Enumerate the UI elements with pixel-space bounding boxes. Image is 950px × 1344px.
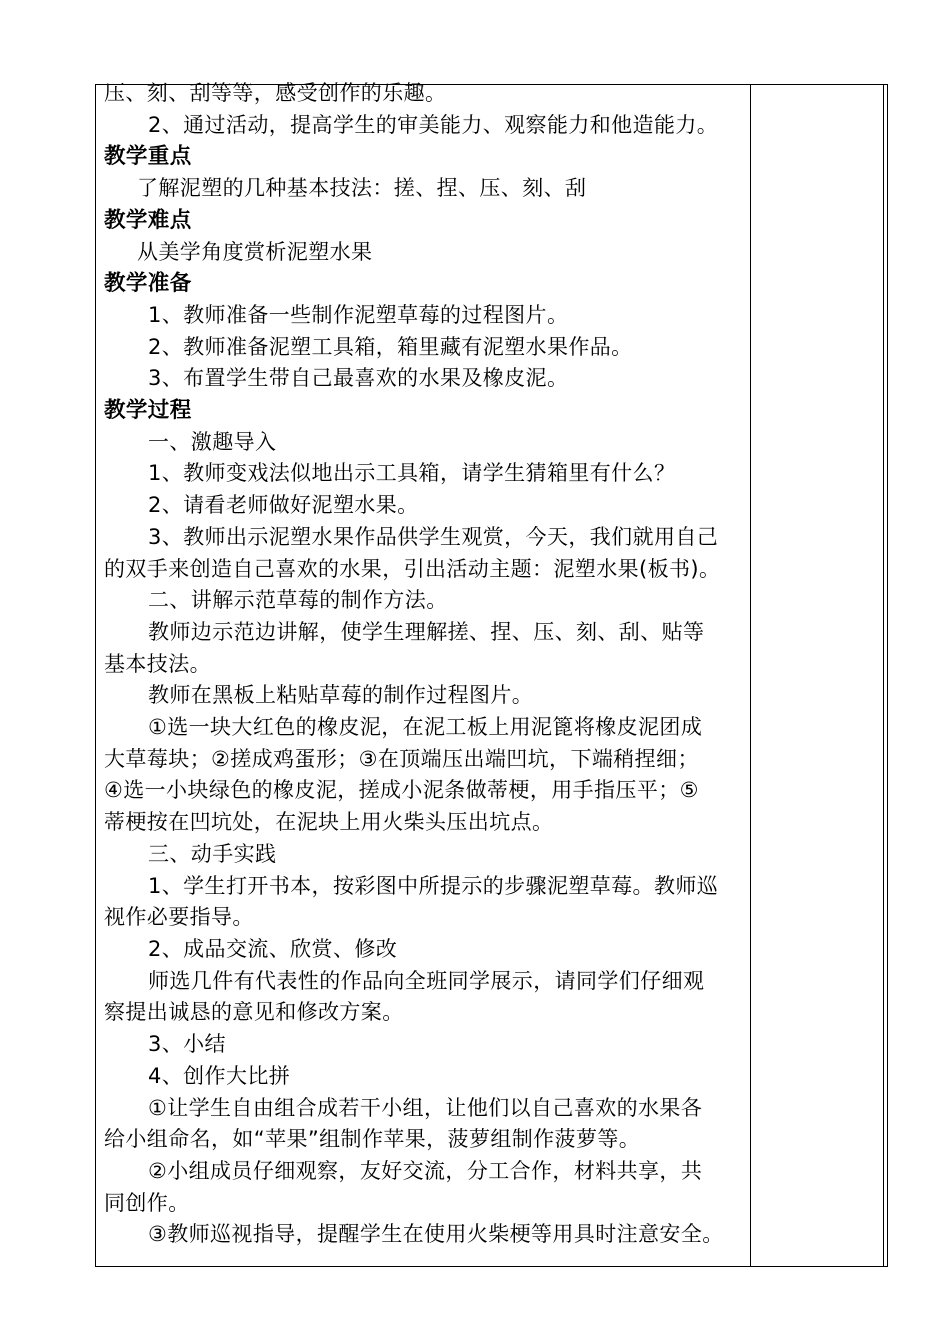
- body-text-line: 视作必要指导。: [104, 905, 254, 930]
- section-heading: 教学难点: [104, 207, 192, 233]
- table-right-border-inner: [883, 84, 884, 1267]
- table-left-border: [95, 84, 96, 1267]
- body-text-line: ④选一小块绿色的橡皮泥，搓成小泥条做蒂梗，用手指压平；⑤: [104, 778, 699, 803]
- body-text-line: 教师边示范边讲解，使学生理解搓、捏、压、刻、刮、贴等: [148, 619, 705, 644]
- body-text-line: ②小组成员仔细观察，友好交流，分工合作，材料共享，共: [148, 1158, 703, 1183]
- body-text-line: 的双手来创造自己喜欢的水果，引出活动主题：泥塑水果(板书)。: [104, 556, 721, 581]
- body-text-line: 1、学生打开书本，按彩图中所提示的步骤泥塑草莓。教师巡: [148, 873, 719, 898]
- body-text-line: 2、请看老师做好泥塑水果。: [148, 493, 419, 518]
- body-text-line: 3、小结: [148, 1032, 226, 1057]
- section-heading: 教学重点: [104, 144, 192, 170]
- body-text-line: 三、动手实践: [148, 841, 277, 866]
- body-text-line: 蒂梗按在凹坑处，在泥块上用火柴头压出坑点。: [104, 810, 554, 835]
- body-text-line: 基本技法。: [104, 651, 211, 676]
- body-text-line: 二、讲解示范草莓的制作方法。: [148, 588, 448, 613]
- body-text-line: 3、布置学生带自己最喜欢的水果及橡皮泥。: [148, 366, 569, 391]
- body-text-line: 从美学角度赏析泥塑水果: [137, 239, 373, 264]
- body-text-line: 2、教师准备泥塑工具箱，箱里藏有泥塑水果作品。: [148, 334, 633, 359]
- body-text-line: 同创作。: [104, 1190, 190, 1215]
- body-text-line: 4、创作大比拼: [148, 1063, 291, 1088]
- body-text-line: 给小组命名，如“苹果”组制作苹果，菠萝组制作菠萝等。: [104, 1127, 641, 1152]
- body-text-line: 教师在黑板上粘贴草莓的制作过程图片。: [148, 683, 534, 708]
- table-bottom-border: [95, 1266, 887, 1267]
- body-text-line: 大草莓块；②搓成鸡蛋形；③在顶端压出端凹坑，下端稍捏细；: [104, 746, 699, 771]
- body-text-line: ①让学生自由组合成若干小组，让他们以自己喜欢的水果各: [148, 1095, 703, 1120]
- body-text-line: 2、通过活动，提高学生的审美能力、观察能力和他造能力。: [148, 112, 719, 137]
- body-text-line: 1、教师变戏法似地出示工具箱，请学生猜箱里有什么？: [148, 461, 676, 486]
- body-text-line: 3、教师出示泥塑水果作品供学生观赏，今天，我们就用自己: [148, 524, 719, 549]
- body-text-line: 一、激趣导入: [148, 429, 277, 454]
- table-column-divider: [750, 84, 751, 1267]
- body-text-line: 察提出诚恳的意见和修改方案。: [104, 1000, 404, 1025]
- table-right-border-outer: [887, 84, 888, 1267]
- body-text-line: 了解泥塑的几种基本技法：搓、捏、压、刻、刮: [137, 176, 587, 201]
- section-heading: 教学过程: [104, 398, 192, 424]
- body-text-line: 1、教师准备一些制作泥塑草莓的过程图片。: [148, 302, 569, 327]
- body-text-line: 师选几件有代表性的作品向全班同学展示，请同学们仔细观: [148, 968, 705, 993]
- body-text-line: ①选一块大红色的橡皮泥，在泥工板上用泥篦将橡皮泥团成: [148, 715, 703, 740]
- body-text-line: ③教师巡视指导，提醒学生在使用火柴梗等用具时注意安全。: [148, 1222, 724, 1247]
- lesson-plan-text: [104, 78, 746, 1251]
- body-text-line: 压、刻、刮等等，感受创作的乐趣。: [104, 81, 447, 105]
- body-text-line: 2、成品交流、欣赏、修改: [148, 936, 398, 961]
- section-heading: 教学准备: [104, 271, 192, 297]
